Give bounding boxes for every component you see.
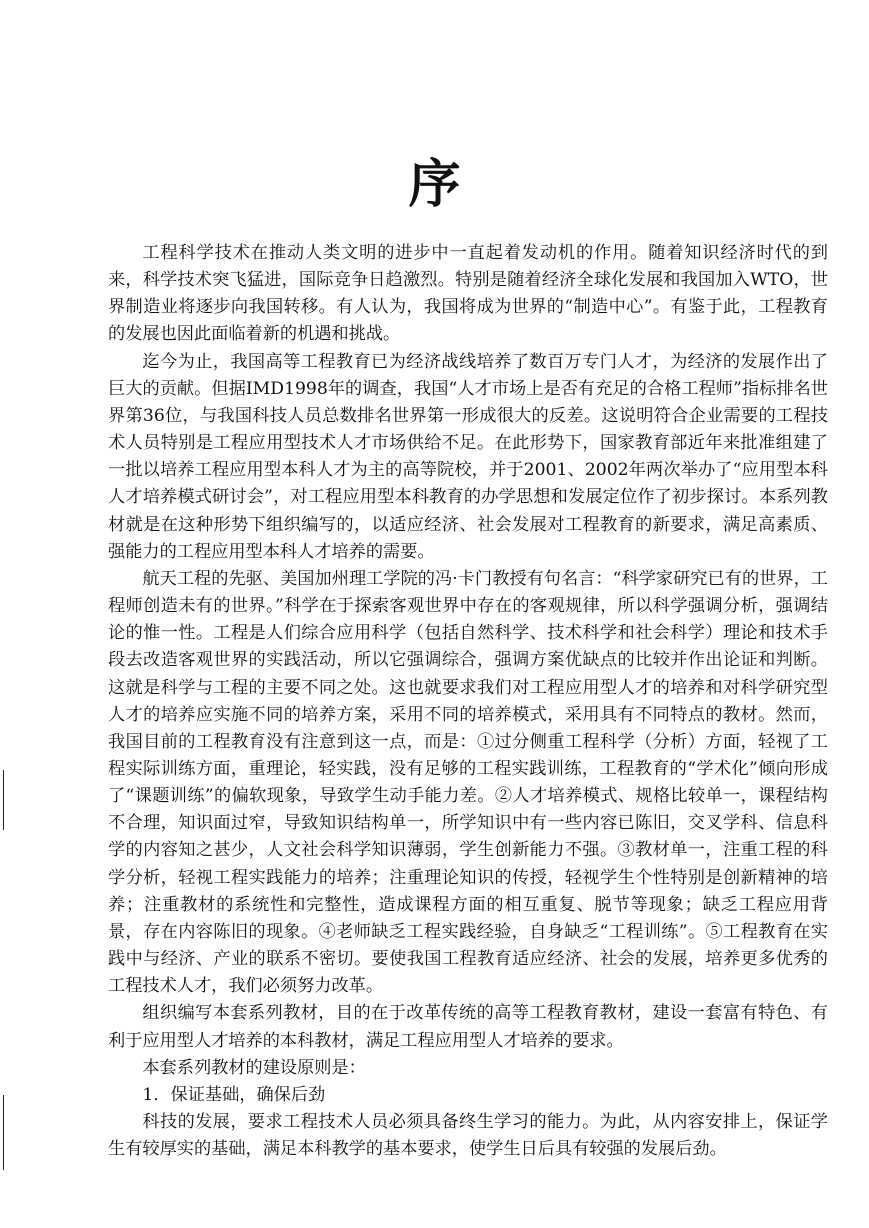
- paragraph: 本套系列教材的建设原则是：: [142, 1057, 366, 1078]
- body-text: [108, 240, 828, 1163]
- paragraph: 1．保证基础，确保后劲: [142, 1084, 326, 1105]
- paragraph: 工程科学技术在推动人类文明的进步中一直起着发动机的作用。随着知识经济时代的到来，科学技术突飞猛进，国际竞争日趋激烈。特别是随着经济全球化发展和我国加入WTO，世界制造业将逐步向我国转移。有人认为，我国将成为世界的“制造中心”。有鉴于此，工程教育的发展也因此面临着新的机遇和挑战。: [108, 243, 828, 345]
- scan-edge-mark: [3, 770, 4, 830]
- paragraph: 组织编写本套系列教材，目的在于改革传统的高等工程教育教材，建设一套富有特色、有利于应用型人才培养的本科教材，满足工程应用型人才培养的要求。: [108, 1003, 828, 1051]
- scan-edge-mark: [3, 1095, 4, 1170]
- paragraph: 航天工程的先驱、美国加州理工学院的冯·卡门教授有句名言：“科学家研究已有的世界，工程师创造未有的世界。”科学在于探索客观世界中存在的客观规律，所以科学强调分析，强调结论的惟一性。工程是人们综合应用科学（包括自然科学、技术科学和社会科学）理论和技术手段去改造客观世界的实践活动，所以它强调综合，强调方案优缺点的比较并作出论证和判断。这就是科学与工程的主要不同之处。这也就要求我们对工程应用型人才的培养和对科学研究型人才的培养应实施不同的培养方案，采用不同的培养模式，采用具有不同特点的教材。然而，我国目前的工程教育没有注意到这一点，而是：①过分侧重工程科学（分析）方面，轻视了工程实际训练方面，重理论，轻实践，没有足够的工程实践训练，工程教育的“学术化”倾向形成了“课题训练”的偏软现象，导致学生动手能力差。②人才培养模式、规格比较单一，课程结构不合理，知识面过窄，导致知识结构单一，所学知识中有一些内容已陈旧，交叉学科、信息科学的内容知之甚少，人文社会科学知识薄弱，学生创新能力不强。③教材单一，注重工程的科学分析，轻视工程实践能力的培养；注重理论知识的传授，轻视学生个性特别是创新精神的培养；注重教材的系统性和完整性，造成课程方面的相互重复、脱节等现象；缺乏工程应用背景，存在内容陈旧的现象。④老师缺乏工程实践经验，自身缺乏“工程训练”。⑤工程教育在实践中与经济、产业的联系不密切。要使我国工程教育适应经济、社会的发展，培养更多优秀的工程技术人才，我们必须努力改革。: [108, 568, 828, 997]
- page-title: 序: [408, 154, 461, 215]
- paragraph: 迄今为止，我国高等工程教育已为经济战线培养了数百万专门人才，为经济的发展作出了巨大的贡献。但据IMD1998年的调查，我国“人才市场上是否有充足的合格工程师”指标排名世界第36位，与我国科技人员总数排名世界第一形成很大的反差。这说明符合企业需要的工程技术人员特别是工程应用型技术人才市场供给不足。在此形势下，国家教育部近年来批准组建了一批以培养工程应用型本科人才为主的高等院校，并于2001、2002年两次举办了“应用型本科人才培养模式研讨会”，对工程应用型本科教育的办学思想和发展定位作了初步探讨。本系列教材就是在这种形势下组织编写的，以适应经济、社会发展对工程教育的新要求，满足高素质、强能力的工程应用型本科人才培养的需要。: [108, 351, 828, 562]
- paragraph: 科技的发展，要求工程技术人员必须具备终生学习的能力。为此，从内容安排上，保证学生有较厚实的基础，满足本科教学的基本要求，使学生日后具有较强的发展后劲。: [108, 1112, 828, 1160]
